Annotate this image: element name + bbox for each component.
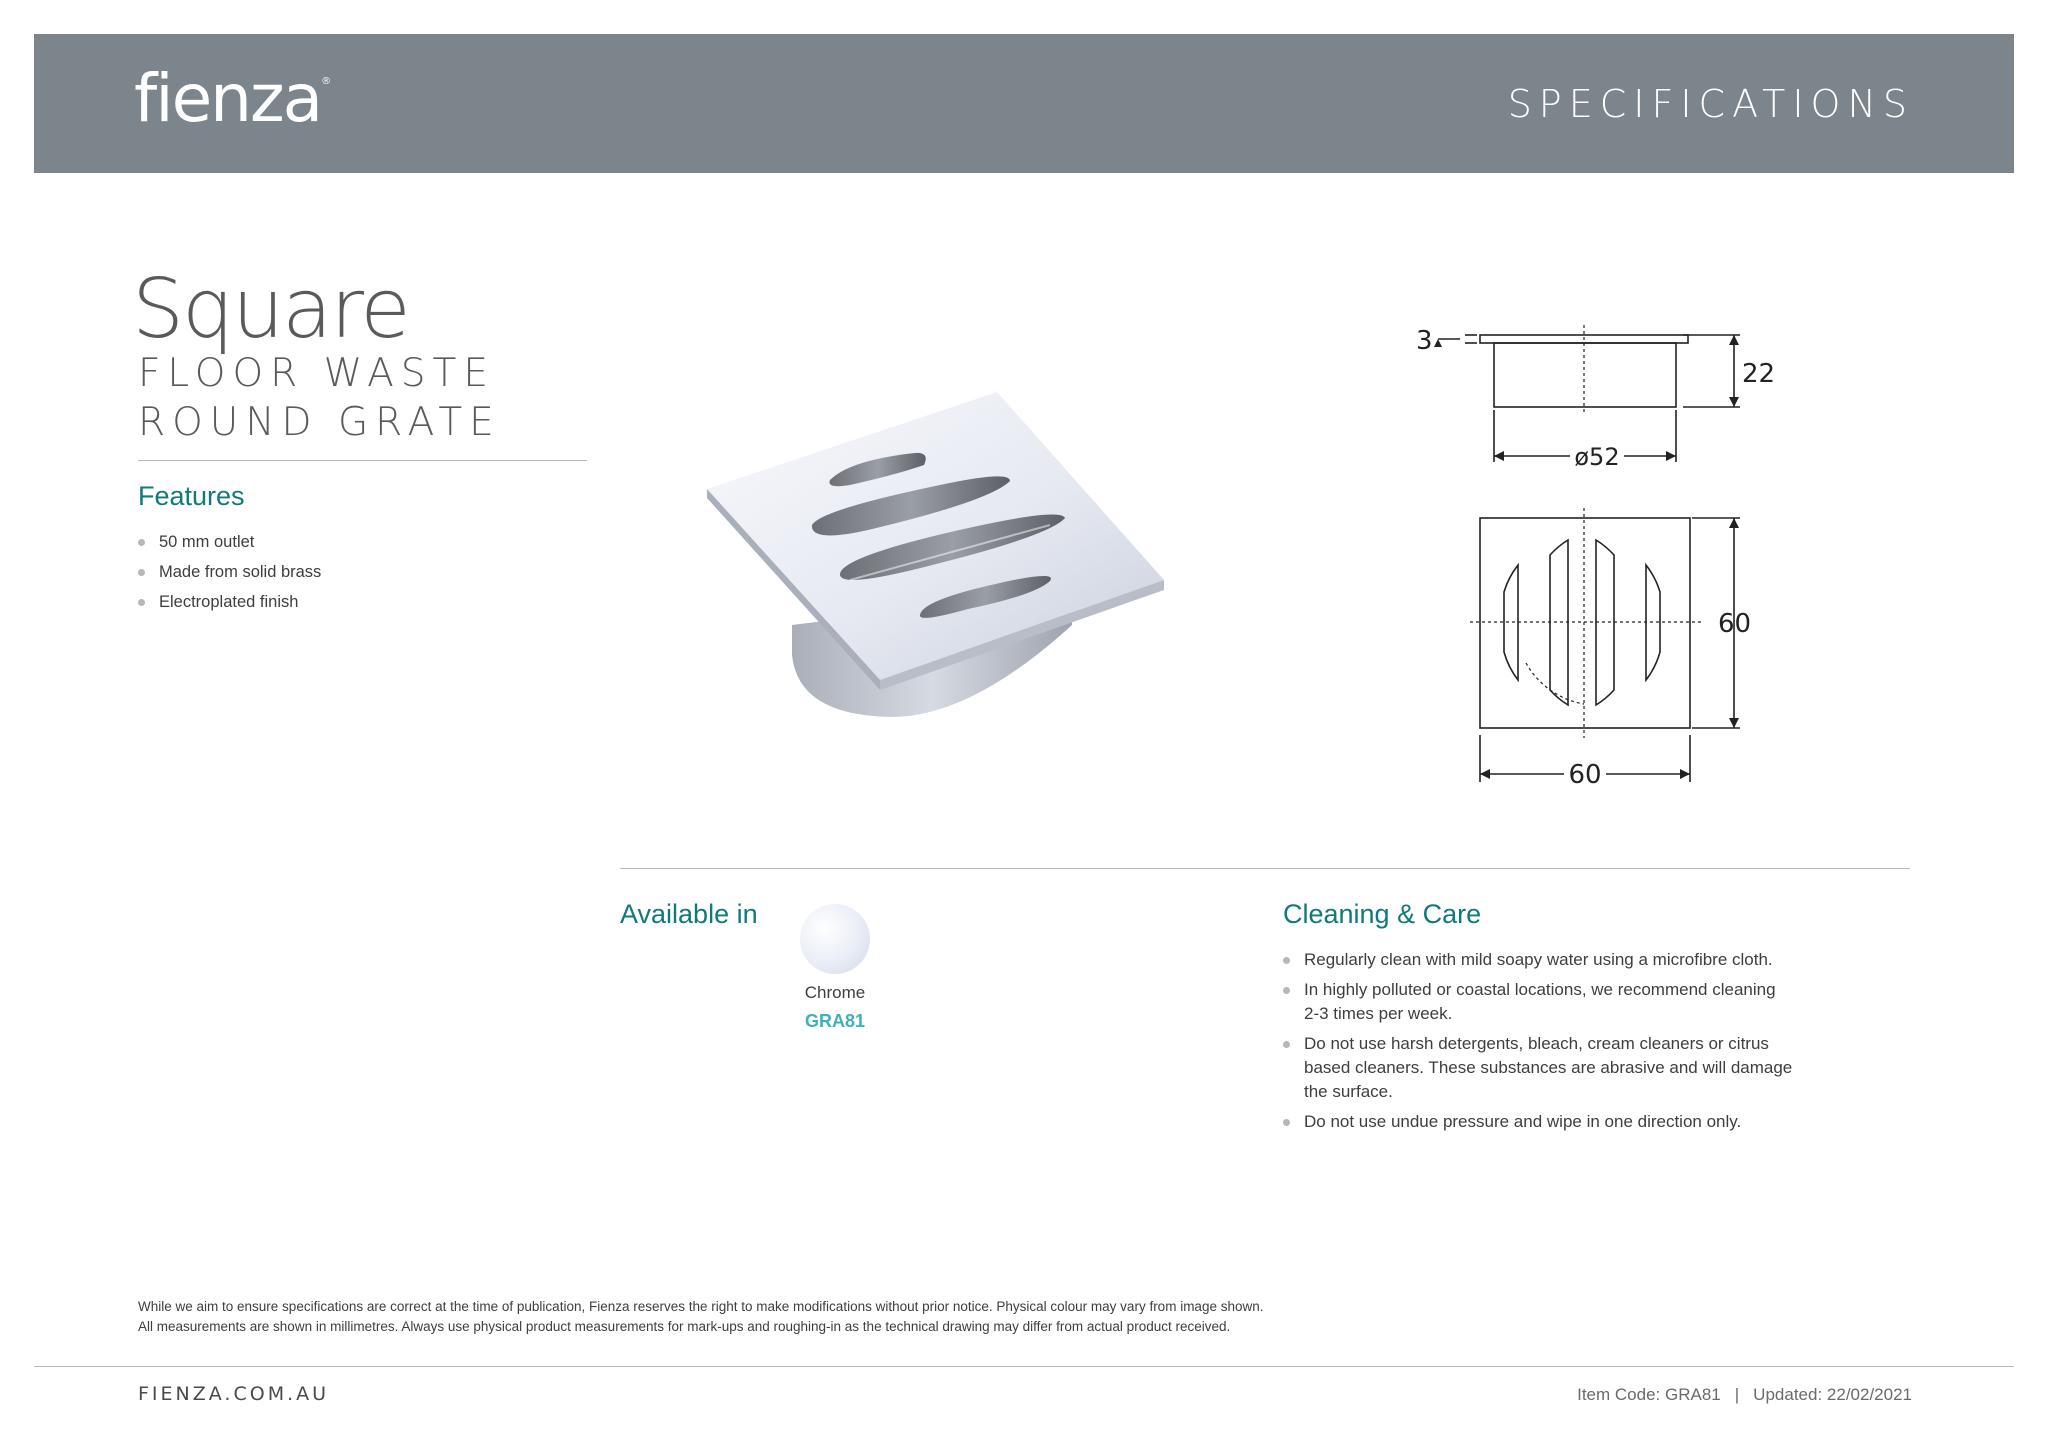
updated-label: Updated: [1753, 1385, 1823, 1404]
dim-top-height: 60 [1718, 609, 1752, 639]
updated-value: 22/02/2021 [1826, 1385, 1912, 1404]
care-item: Do not use undue pressure and wipe in one direction only. [1283, 1110, 1793, 1134]
feature-item: Made from solid brass [138, 562, 498, 582]
dim-flange-thickness: 3 [1416, 326, 1433, 356]
product-subtitle-line2: ROUND GRATE [138, 400, 501, 445]
technical-drawing [1380, 310, 1800, 800]
doc-type-label: SPECIFICATIONS [1507, 82, 1914, 126]
care-item: In highly polluted or coastal locations, we recommend cleaning 2-3 times per week. [1283, 978, 1793, 1026]
dim-side-height: 22 [1742, 359, 1776, 389]
feature-item: Electroplated finish [138, 592, 498, 612]
feature-item: 50 mm outlet [138, 532, 498, 552]
product-title: Square [132, 262, 409, 357]
disclaimer-line1: While we aim to ensure specifications are correct at the time of publication, Fienza reserves the right to make modifications without prior notice. Physical colour may vary from image shown. [138, 1299, 1264, 1314]
disclaimer-line2: All measurements are shown in millimetres. Always use physical product measurements for mark-ups and roughing-in as the technical drawing may differ from actual product received. [138, 1319, 1231, 1334]
item-code-value: GRA81 [1665, 1385, 1721, 1404]
finish-code: GRA81 [804, 1011, 866, 1031]
features-heading: Features [138, 481, 245, 511]
footer-website-link[interactable]: FIENZA.COM.AU [138, 1383, 330, 1405]
fienza-logo [134, 60, 329, 137]
footer-separator: | [1734, 1385, 1740, 1404]
section-divider [620, 868, 1910, 869]
dim-top-width: 60 [1568, 760, 1602, 790]
available-heading: Available in [620, 899, 758, 929]
logo-text: fienza [134, 60, 322, 137]
dim-diameter: ø52 [1574, 443, 1620, 471]
finish-swatch-chrome [800, 904, 870, 974]
item-code-label: Item Code: [1577, 1385, 1661, 1404]
features-list [138, 532, 498, 622]
care-list [1283, 948, 1793, 1140]
finish-name: Chrome [804, 983, 866, 1002]
care-item: Do not use harsh detergents, bleach, cream cleaners or citrus based cleaners. These substances are abrasive and will damage the surface. [1283, 1032, 1793, 1104]
footer-divider [34, 1366, 2014, 1367]
care-item: Regularly clean with mild soapy water using a microfibre cloth. [1283, 948, 1793, 972]
product-subtitle-line1: FLOOR WASTE [138, 351, 495, 396]
header-band [34, 34, 2014, 173]
care-heading: Cleaning & Care [1283, 899, 1482, 929]
footer-meta [1577, 1385, 1912, 1405]
title-divider [138, 460, 587, 461]
registered-mark: ® [321, 76, 330, 87]
product-image [700, 385, 1180, 730]
